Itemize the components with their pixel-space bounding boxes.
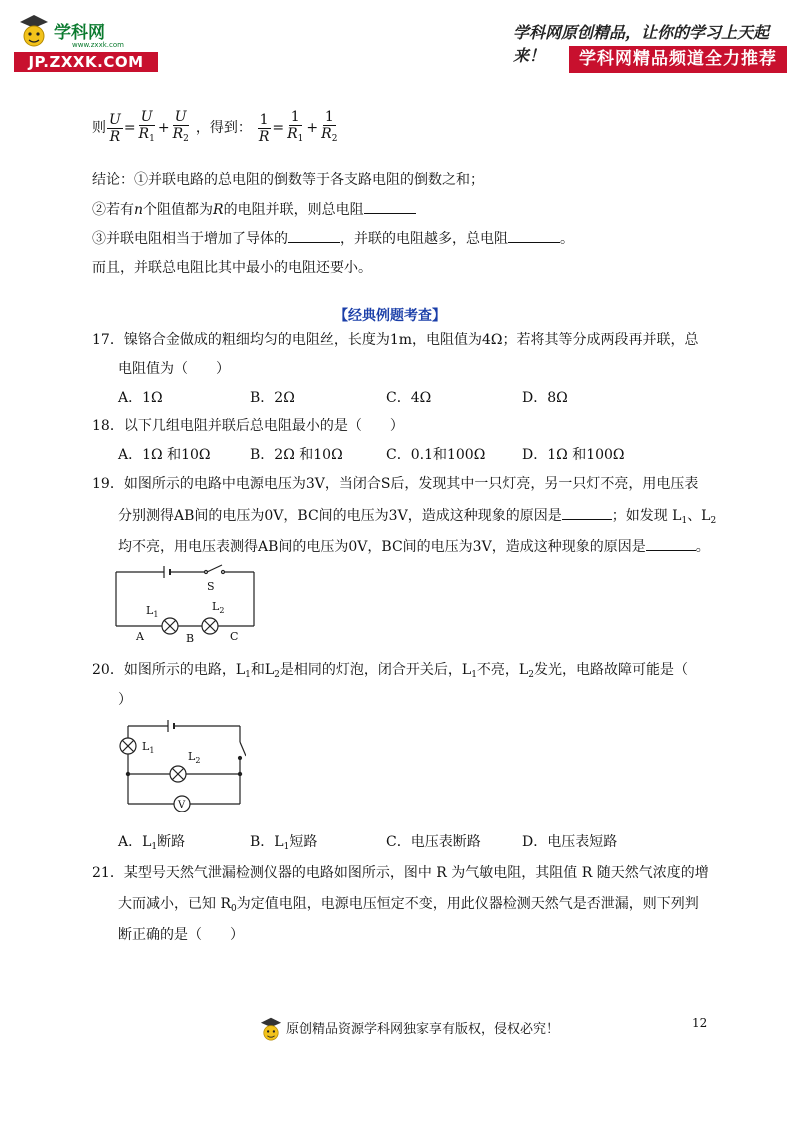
label-s: S	[207, 580, 215, 593]
mascot-icon	[16, 12, 52, 52]
fraction-1-over-r2: $\frac{1}{R_2}$	[321, 109, 338, 144]
equals-sign: =	[123, 120, 136, 136]
q18-option-c: C．0.1和100Ω	[386, 447, 486, 463]
plus-sign-2: +	[306, 120, 319, 136]
header-banner: 学科网精品频道全力推荐	[569, 46, 787, 73]
logo-domain: JP.ZXXK.COM	[28, 53, 144, 71]
q18-line-1: 18．以下几组电阻并联后总电阻最小的是（ ）	[92, 418, 404, 434]
q19-line-2: 分别测得AB间的电压为0V，BC间的电压为3V，造成这种现象的原因是 ；如发现 $L_1$、$L_2$	[118, 505, 716, 531]
q17-option-c: C．4Ω	[386, 390, 432, 406]
conclusion-line-4: 而且，并联总电阻比其中最小的电阻还要小。	[92, 260, 372, 276]
switch-lever	[240, 742, 246, 756]
fraction-u-over-r1: $\frac{U}{R_1}$	[138, 109, 155, 144]
q21-line-2: 大而减小，已知 $R_0$为定值电阻，电源电压恒定不变，用此仪器检测天然气是否泄漏，则下列判	[118, 896, 699, 914]
formula-line	[92, 106, 340, 150]
conclusion-line-1: 结论：①并联电路的总电阻的倒数等于各支路电阻的倒数之和；	[92, 172, 484, 188]
q17-option-b: B．2Ω	[250, 390, 295, 406]
q20-line-2: ）	[118, 692, 132, 708]
label-v: V	[178, 800, 186, 811]
q17-option-a: A．1Ω	[118, 390, 163, 406]
q21-line-1: 21．某型号天然气泄漏检测仪器的电路如图所示，图中 R 为气敏电阻，其阻值 R 随天然气浓度的增	[92, 865, 709, 881]
q20-circuit-diagram	[114, 712, 246, 812]
q19-circuit-diagram	[110, 562, 260, 644]
q20-line-1: 20．如图所示的电路，$L_1$和$L_2$是相同的灯泡，闭合开关后，$L_1$不亮，$L_2$发光，电路故障可能是（	[92, 662, 688, 680]
q17-line-1: 17．镍铬合金做成的粗细均匀的电阻丝，长度为1m，电阻值为4Ω；若将其等分成两段再并联，总	[92, 332, 699, 348]
switch-lever	[207, 565, 222, 572]
label-l1: $L_1$	[146, 604, 159, 619]
label-c: C	[230, 630, 239, 643]
fraction-1-over-r1: $\frac{1}{R_1}$	[287, 109, 304, 144]
label-l2: $L_2$	[212, 600, 225, 615]
q20-option-c: C．电压表断路	[386, 834, 481, 850]
header-slogan: 学科网原创精品，让你的学习上天起来！	[513, 23, 770, 65]
q17-line-2: 电阻值为（ ）	[118, 361, 230, 377]
q20-option-a: A．$L_1$断路	[118, 834, 186, 852]
formula-mid-text: ，得到：	[195, 120, 252, 136]
q21-line-3: 断正确的是（ ）	[118, 927, 244, 943]
answer-blank	[562, 505, 612, 520]
logo-domain-banner	[14, 52, 158, 72]
q18-option-a: A．1Ω 和10Ω	[118, 447, 211, 463]
conclusion-line-2: ②若有n个阻值都为R的电阻并联，则总电阻	[92, 199, 416, 220]
q20-option-d: D．电压表短路	[522, 834, 618, 850]
answer-blank	[288, 228, 340, 243]
q18-option-b: B．2Ω 和10Ω	[250, 447, 343, 463]
label-a: A	[136, 630, 144, 643]
label-b: B	[186, 632, 195, 644]
answer-blank	[508, 228, 560, 243]
label-l1: $L_1$	[142, 740, 155, 755]
q19-line-3: 均不亮，用电压表测得AB间的电压为0V，BC间的电压为3V，造成这种现象的原因是 。	[118, 536, 710, 557]
fraction-u-over-r: $\frac{U}{R}$	[109, 111, 121, 145]
q20-option-b: B．$L_1$短路	[250, 834, 318, 852]
logo-text: 学科网	[54, 23, 105, 43]
mascot-icon	[258, 1014, 284, 1046]
answer-blank	[364, 199, 416, 214]
logo-url: www.zxxk.com	[72, 41, 124, 49]
section-title: 【经典例题考查】	[334, 308, 446, 324]
formula-prefix: 则	[92, 120, 106, 136]
q18-option-d: D．1Ω 和100Ω	[522, 447, 625, 463]
header-logo	[14, 12, 174, 72]
conclusion-line-3: ③并联电阻相当于增加了导体的 ，并联的电阻越多，总电阻 。	[92, 228, 574, 249]
fraction-1-over-r: $\frac{1}{R}$	[258, 111, 270, 145]
answer-blank	[646, 536, 696, 551]
page-number: 12	[692, 1016, 708, 1030]
label-l2: $L_2$	[188, 750, 201, 765]
footer	[258, 1014, 559, 1046]
q19-line-1: 19．如图所示的电路中电源电压为3V，当闭合S后，发现其中一只灯亮，另一只灯不亮，用电压表	[92, 476, 699, 492]
plus-sign: +	[157, 120, 170, 136]
fraction-u-over-r2: $\frac{U}{R_2}$	[172, 109, 189, 144]
equals-sign-2: =	[272, 120, 285, 136]
footer-copyright: 原创精品资源学科网独家享有版权，侵权必究！	[286, 1022, 560, 1037]
q17-option-d: D．8Ω	[522, 390, 568, 406]
